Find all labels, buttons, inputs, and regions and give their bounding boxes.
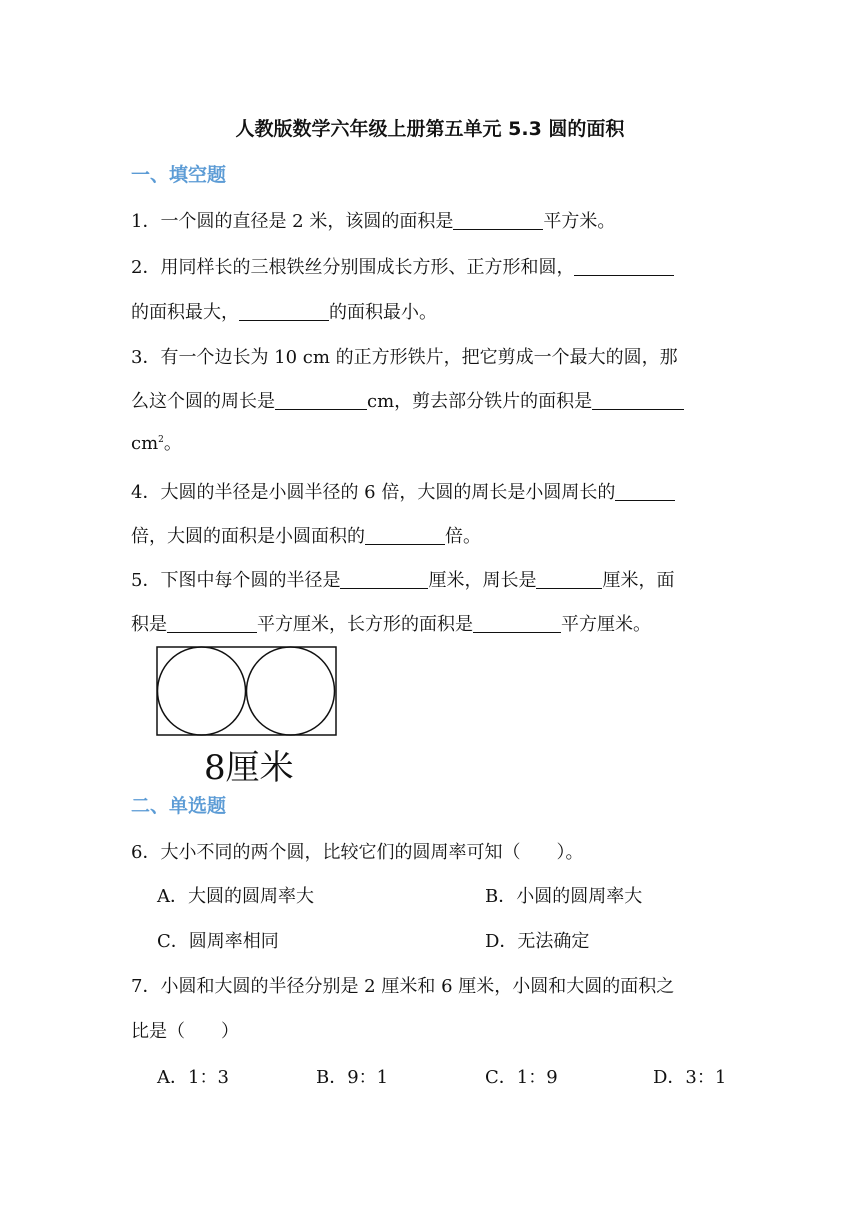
q5-blank-2[interactable] — [536, 570, 602, 589]
section-multiple-choice: 二、单选题 — [131, 795, 227, 817]
q3-text-end: 。 — [163, 433, 182, 454]
question-4-line-2 — [131, 522, 481, 548]
q3-unit-sup: 2 — [158, 435, 164, 445]
q3-blank-1[interactable] — [275, 391, 367, 410]
q3-unit: cm — [131, 433, 159, 454]
question-5-line-1 — [131, 566, 674, 592]
question-6 — [131, 838, 583, 864]
question-1 — [131, 207, 615, 233]
q4-text-end: 倍。 — [445, 526, 481, 547]
q3-blank-2[interactable] — [592, 391, 684, 410]
page-title: 人教版数学六年级上册第五单元 5.3 圆的面积 — [235, 118, 625, 140]
q6-option-c[interactable]: C．圆周率相同 — [157, 931, 279, 952]
q5-text-4: 积是 — [131, 614, 167, 635]
q5-text-5: 平方厘米，长方形的面积是 — [257, 614, 473, 635]
q6-option-d[interactable]: D．无法确定 — [485, 931, 590, 952]
question-3-line-1 — [131, 343, 678, 369]
section-fill-in: 一、填空题 — [131, 164, 227, 186]
q2-text-2: 的面积最大， — [131, 302, 239, 323]
q6-option-b[interactable]: B．小圆的圆周率大 — [485, 886, 643, 907]
figure-left-circle — [158, 647, 246, 735]
q2-blank-2[interactable] — [239, 302, 329, 321]
question-2-line-1 — [131, 253, 674, 279]
q4-blank-1[interactable] — [615, 482, 675, 501]
q1-text-end: 平方米。 — [543, 211, 616, 232]
figure-length-label: 8厘米 — [204, 748, 294, 788]
q2-text: 2．用同样长的三根铁丝分别围成长方形、正方形和圆， — [131, 257, 575, 278]
q2-blank-1[interactable] — [574, 257, 674, 276]
question-3-line-3 — [131, 429, 182, 455]
question-7-line-2 — [131, 1017, 239, 1043]
q6-stem: 6．大小不同的两个圆，比较它们的圆周率可知（ ）。 — [131, 842, 584, 863]
q5-blank-3[interactable] — [167, 614, 257, 633]
question-4-line-1 — [131, 478, 675, 504]
q7-stem: 7．小圆和大圆的半径分别是 2 厘米和 6 厘米，小圆和大圆的面积之 — [131, 976, 675, 997]
q7-stem-2: 比是（ ） — [131, 1021, 239, 1042]
q3-text-2: 么这个圆的周长是 — [131, 391, 275, 412]
q7-option-b[interactable]: B．9：1 — [316, 1067, 389, 1088]
figure-right-circle — [247, 647, 335, 735]
question-5-line-2 — [131, 610, 651, 636]
q5-blank-4[interactable] — [473, 614, 561, 633]
q5-text-end: 平方厘米。 — [561, 614, 651, 635]
q4-blank-2[interactable] — [365, 526, 445, 545]
q2-text-end: 的面积最小。 — [329, 302, 437, 323]
q5-blank-1[interactable] — [340, 570, 428, 589]
q5-text-2: 厘米，周长是 — [428, 570, 537, 591]
q3-text-3: cm，剪去部分铁片的面积是 — [367, 391, 593, 412]
question-7-line-1 — [131, 972, 674, 998]
q5-text-3: 厘米，面 — [602, 570, 675, 591]
q7-option-d[interactable]: D．3：1 — [653, 1067, 727, 1088]
q7-option-a[interactable]: A．1：3 — [157, 1067, 229, 1088]
question-3-line-2 — [131, 387, 684, 413]
q3-text: 3．有一个边长为 10 cm 的正方形铁片，把它剪成一个最大的圆，那 — [131, 347, 678, 368]
question-2-line-2 — [131, 298, 437, 324]
q7-option-c[interactable]: C．1：9 — [485, 1067, 558, 1088]
q4-text-2: 倍，大圆的面积是小圆面积的 — [131, 526, 365, 547]
q5-text: 5．下图中每个圆的半径是 — [131, 570, 341, 591]
q6-option-a[interactable]: A．大圆的圆周率大 — [157, 886, 314, 907]
q4-text: 4．大圆的半径是小圆半径的 6 倍，大圆的周长是小圆周长的 — [131, 482, 616, 503]
q1-blank[interactable] — [453, 211, 543, 230]
q1-text: 1．一个圆的直径是 2 米，该圆的面积是 — [131, 211, 454, 232]
